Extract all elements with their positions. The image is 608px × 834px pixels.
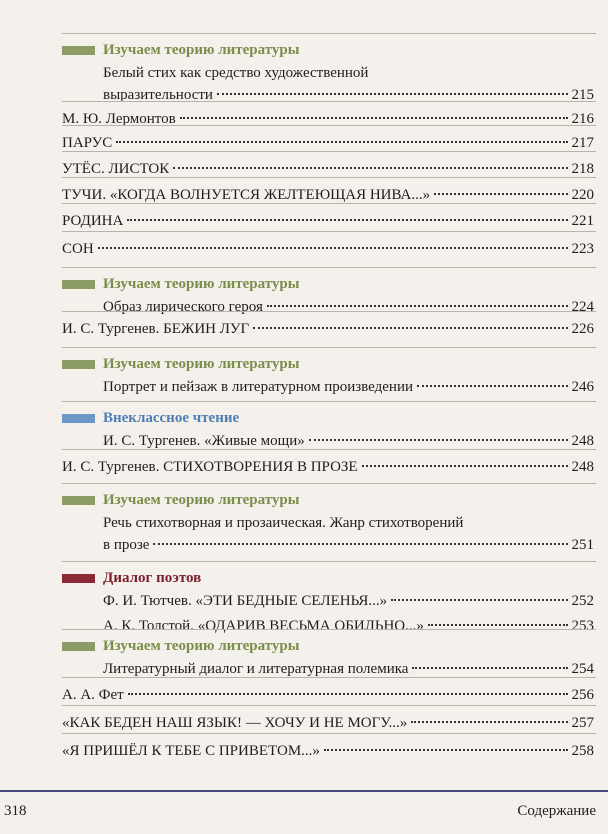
section-color-bar: [62, 360, 95, 369]
dot-leader: [127, 219, 567, 221]
section-color-bar: [62, 280, 95, 289]
toc-entry-page: 257: [571, 715, 594, 731]
toc-entry-row: [62, 684, 594, 706]
dot-leader: [434, 193, 567, 195]
toc-entry-row: [62, 740, 594, 762]
toc-entry[interactable]: [103, 512, 594, 556]
dot-leader: [362, 465, 568, 467]
toc-entry-title: «КАК БЕДЕН НАШ ЯЗЫК! — ХОЧУ И НЕ МОГУ...»: [62, 715, 408, 731]
toc-entry[interactable]: [62, 684, 594, 706]
section-color-bar: [62, 496, 95, 505]
toc-entry[interactable]: [62, 238, 594, 260]
toc-entry-row: [62, 108, 594, 130]
section-title: Изучаем теорию литературы: [103, 42, 300, 58]
toc-entry-row: [62, 456, 594, 478]
dot-leader: [417, 385, 568, 387]
section-divider: [62, 33, 596, 34]
dot-leader: [217, 93, 568, 95]
toc-entry-title: И. С. Тургенев. СТИХОТВОРЕНИЯ В ПРОЗЕ: [62, 459, 358, 475]
toc-entry[interactable]: [62, 318, 594, 340]
toc-entry-title: РОДИНА: [62, 213, 124, 229]
toc-entry-page: 215: [571, 87, 594, 103]
dot-leader: [324, 749, 568, 751]
toc-entry-page: 220: [571, 187, 594, 203]
section-divider: [62, 677, 596, 678]
toc-entry-page: 218: [571, 161, 594, 177]
section-color-bar: [62, 574, 95, 583]
dot-leader: [411, 721, 567, 723]
toc-entry-page: 248: [571, 433, 594, 449]
toc-entry[interactable]: [62, 740, 594, 762]
section-color-bar: [62, 46, 95, 55]
toc-entry-page: 223: [571, 241, 594, 257]
section-divider: [62, 733, 596, 734]
toc-entry-page: 221: [571, 213, 594, 229]
footer-rule: [0, 790, 608, 792]
section-title: Изучаем теорию литературы: [103, 638, 300, 654]
toc-entry-title-line: Речь стихотворная и прозаическая. Жанр стихотворений: [103, 515, 464, 531]
dot-leader: [173, 167, 567, 169]
section-divider: [62, 267, 596, 268]
toc-entry-title: ПАРУС: [62, 135, 113, 151]
toc-entry-page: 252: [571, 593, 594, 609]
toc-entry-row: [62, 318, 594, 340]
toc-entry-page: 251: [571, 537, 594, 553]
dot-leader: [309, 439, 568, 441]
toc-entry-title: СОН: [62, 241, 94, 257]
dot-leader: [253, 327, 567, 329]
dot-leader: [267, 305, 568, 307]
section-header-dialog: [62, 568, 201, 588]
dot-leader: [391, 599, 567, 601]
toc-entry-row: [62, 210, 594, 232]
toc-entry-page: 216: [571, 111, 594, 127]
toc-entry-row: [103, 376, 594, 398]
dot-leader: [98, 247, 568, 249]
dot-leader: [128, 693, 568, 695]
section-divider: [62, 177, 596, 178]
dot-leader: [428, 624, 568, 626]
toc-entry-page: 246: [571, 379, 594, 395]
dot-leader: [116, 141, 567, 143]
toc-entry-row: [103, 615, 594, 637]
section-divider: [62, 483, 596, 484]
toc-entry-title: Ф. И. Тютчев. «ЭТИ БЕДНЫЕ СЕЛЕНЬЯ...»: [103, 593, 388, 609]
section-title: Изучаем теорию литературы: [103, 276, 300, 292]
toc-entry-row: [62, 712, 594, 734]
dot-leader: [153, 543, 567, 545]
toc-entry[interactable]: [62, 108, 594, 130]
toc-entry-title: Литературный диалог и литературная полемика: [103, 661, 409, 677]
toc-entry-page: 254: [571, 661, 594, 677]
section-divider: [62, 401, 596, 402]
toc-entry-title: И. С. Тургенев. БЕЖИН ЛУГ: [62, 321, 250, 337]
section-color-bar: [62, 642, 95, 651]
section-header-theory: [62, 490, 299, 510]
toc-entry-row: [103, 534, 594, 556]
section-header-theory: [62, 274, 299, 294]
toc-entry-row: [62, 238, 594, 260]
toc-entry-title: М. Ю. Лермонтов: [62, 111, 176, 127]
toc-entry-title-line: Белый стих как средство художественной: [103, 65, 369, 81]
toc-entry[interactable]: [103, 62, 594, 106]
toc-entry[interactable]: [62, 712, 594, 734]
toc-entry[interactable]: [62, 210, 594, 232]
section-divider: [62, 311, 596, 312]
toc-entry-row: [103, 296, 594, 318]
toc-entry-row: [103, 84, 594, 106]
toc-entry-title: ТУЧИ. «КОГДА ВОЛНУЕТСЯ ЖЕЛТЕЮЩАЯ НИВА...»: [62, 187, 431, 203]
section-header-theory: [62, 40, 299, 60]
toc-entry-page: 256: [571, 687, 594, 703]
section-divider: [62, 561, 596, 562]
section-divider: [62, 705, 596, 706]
section-divider: [62, 231, 596, 232]
dot-leader: [180, 117, 568, 119]
toc-entry[interactable]: [103, 590, 594, 612]
toc-entry[interactable]: [62, 456, 594, 478]
toc-entry-page: 248: [571, 459, 594, 475]
toc-entry-page: 253: [571, 618, 594, 634]
section-divider: [62, 449, 596, 450]
toc-entry-title: Портрет и пейзаж в литературном произведении: [103, 379, 413, 395]
dot-leader: [412, 667, 567, 669]
section-title: Изучаем теорию литературы: [103, 356, 300, 372]
page-number: 318: [4, 803, 27, 819]
toc-entry-page: 217: [571, 135, 594, 151]
section-title: Внеклассное чтение: [103, 410, 240, 426]
toc-entry[interactable]: [103, 615, 594, 637]
toc-entry-page: 226: [571, 321, 594, 337]
running-title: Содержание: [517, 803, 596, 819]
section-divider: [62, 125, 596, 126]
section-divider: [62, 151, 596, 152]
toc-entry-title: УТЁС. ЛИСТОК: [62, 161, 170, 177]
section-header-theory: [62, 354, 299, 374]
toc-entry-title: А. К. Толстой. «ОДАРИВ ВЕСЬМА ОБИЛЬНО...»: [103, 618, 424, 634]
section-title: Изучаем теорию литературы: [103, 492, 300, 508]
toc-entry-title: «Я ПРИШЁЛ К ТЕБЕ С ПРИВЕТОМ...»: [62, 743, 320, 759]
toc-entry-row: [103, 590, 594, 612]
section-color-bar: [62, 414, 95, 423]
toc-entry-title: И. С. Тургенев. «Живые мощи»: [103, 433, 305, 449]
section-header-theory: [62, 636, 299, 656]
section-divider: [62, 629, 596, 630]
section-divider: [62, 101, 596, 102]
toc-entry-title: А. А. Фет: [62, 687, 124, 703]
toc-entry-title: выразительности: [103, 87, 213, 103]
section-title: Диалог поэтов: [103, 570, 202, 586]
section-divider: [62, 203, 596, 204]
toc-entry-title: Образ лирического героя: [103, 299, 263, 315]
toc-entry-page: 224: [571, 299, 594, 315]
toc-entry[interactable]: [103, 296, 594, 318]
toc-entry[interactable]: [103, 376, 594, 398]
toc-entry-title: в прозе: [103, 537, 150, 553]
section-header-extra: [62, 408, 239, 428]
toc-entry-page: 258: [571, 743, 594, 759]
section-divider: [62, 347, 596, 348]
